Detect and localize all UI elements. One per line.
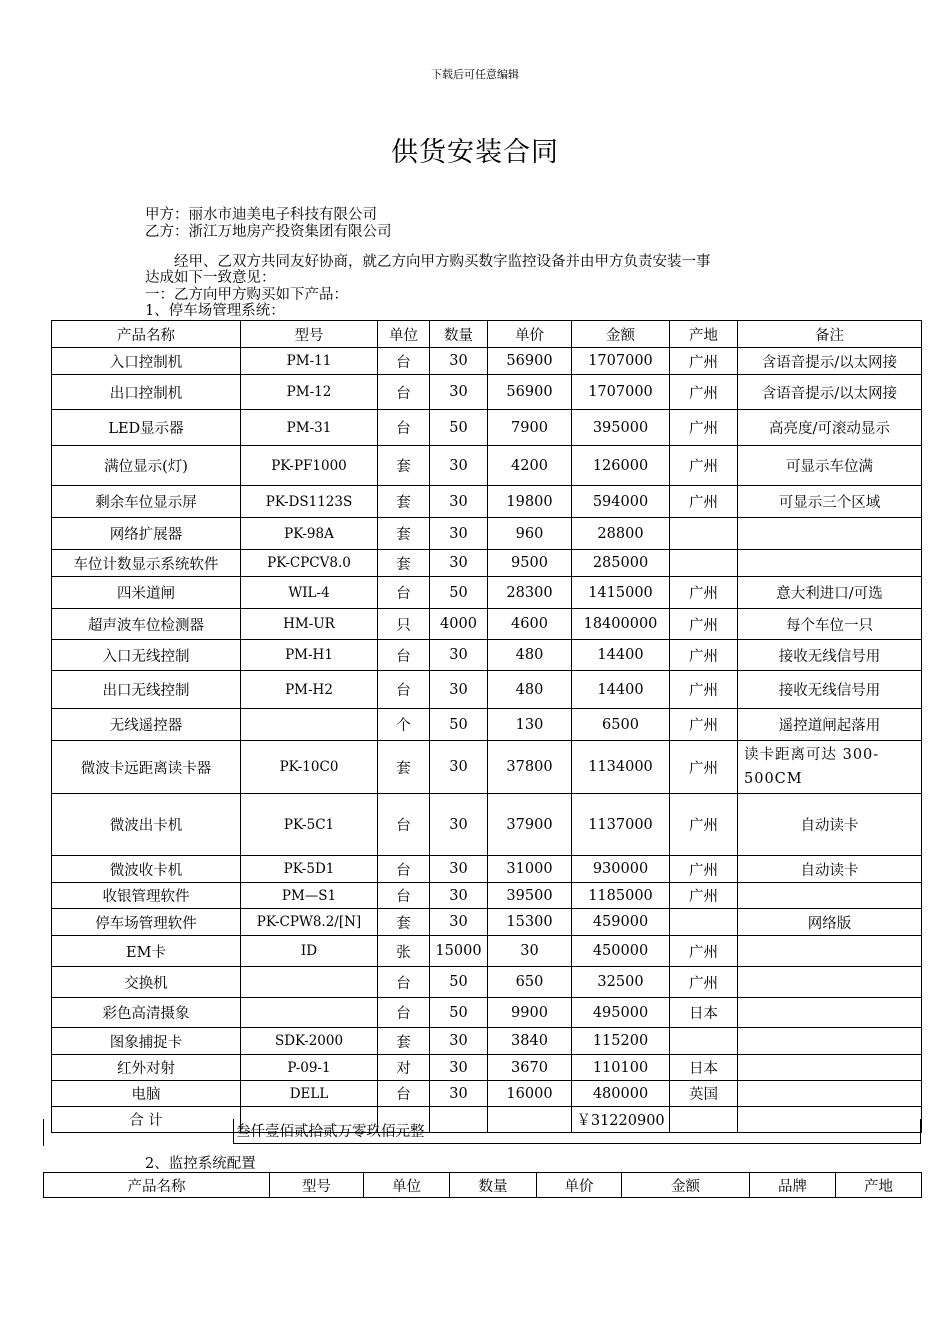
table1-cell: 广州 (670, 741, 738, 794)
table1-cell: 广州 (670, 577, 738, 609)
table1-cell: 56900 (488, 348, 572, 375)
table1-cell (738, 936, 922, 967)
table1-cell: 16000 (488, 1081, 572, 1107)
table1-cell: 3840 (488, 1028, 572, 1055)
table1-cell: 30 (430, 550, 488, 577)
table1-cell (670, 1028, 738, 1055)
table1-cell: 30 (430, 883, 488, 909)
table-row (52, 640, 922, 671)
table1-cell: 接收无线信号用 (738, 640, 922, 671)
table1-cell: 30 (430, 671, 488, 709)
table1-cell: 50 (430, 967, 488, 998)
table1-cell: 高亮度/可滚动显示 (738, 410, 922, 446)
table1-header-cell: 产地 (670, 321, 738, 348)
table-row (52, 550, 922, 577)
table1-cell: 广州 (670, 375, 738, 410)
table1-cell: P-09-1 (241, 1055, 378, 1081)
table1-header-cell: 单价 (488, 321, 572, 348)
table1-cell: 剩余车位显示屏 (52, 486, 241, 518)
table-row (52, 375, 922, 410)
table1-cell: 28800 (572, 518, 670, 550)
table1-cell: 1707000 (572, 348, 670, 375)
table1-cell: 个 (378, 709, 430, 741)
table-row (52, 909, 922, 936)
table2-header-cell: 产地 (836, 1173, 922, 1198)
table1-cell: SDK-2000 (241, 1028, 378, 1055)
table1-cell: PK-10C0 (241, 741, 378, 794)
table1-cell: 含语音提示/以太网接 (738, 348, 922, 375)
table1-cell: EM卡 (52, 936, 241, 967)
table1-cell: 可显示三个区域 (738, 486, 922, 518)
table1-cell: 广州 (670, 410, 738, 446)
table-row (52, 741, 922, 794)
parking-system-table (51, 320, 922, 1133)
table1-cell: 含语音提示/以太网接 (738, 375, 922, 410)
table1-cell: 只 (378, 609, 430, 640)
table1-cell: 6500 (572, 709, 670, 741)
table1-cell: 30 (430, 1055, 488, 1081)
table1-cell: 30 (430, 486, 488, 518)
total-value: ￥31220900 (572, 1107, 670, 1133)
table1-cell: PM-31 (241, 410, 378, 446)
table1-cell: 套 (378, 550, 430, 577)
table1-cell: 480 (488, 671, 572, 709)
table1-cell: 4200 (488, 446, 572, 486)
table1-cell: 1137000 (572, 794, 670, 856)
table1-cell: 入口控制机 (52, 348, 241, 375)
table1-cell: 交换机 (52, 967, 241, 998)
table1-cell: 广州 (670, 348, 738, 375)
table-row (52, 709, 922, 741)
table1-header-cell: 金额 (572, 321, 670, 348)
table1-cell: 30 (430, 909, 488, 936)
table1-cell: 30 (430, 741, 488, 794)
table2-header-cell: 单价 (537, 1173, 622, 1198)
table2-header-cell: 金额 (622, 1173, 750, 1198)
table1-cell: 微波收卡机 (52, 856, 241, 883)
table-row (52, 348, 922, 375)
table1-cell: 广州 (670, 883, 738, 909)
party-b: 乙方：浙江万地房产投资集团有限公司 (145, 224, 392, 240)
table1-cell: PK-5D1 (241, 856, 378, 883)
table1-cell: 日本 (670, 1055, 738, 1081)
table1-cell: 30 (430, 856, 488, 883)
table1-cell (738, 883, 922, 909)
table1-cell: HM-UR (241, 609, 378, 640)
table1-cell (241, 998, 378, 1028)
table1-cell: 遥控道闸起落用 (738, 709, 922, 741)
table1-cell: 30 (430, 518, 488, 550)
table1-cell: PM-H2 (241, 671, 378, 709)
table1-cell: 960 (488, 518, 572, 550)
table1-cell: 红外对射 (52, 1055, 241, 1081)
table1-cell: 广州 (670, 640, 738, 671)
table1-cell: 网络版 (738, 909, 922, 936)
table-row (52, 1028, 922, 1055)
table1-cell: 无线遥控器 (52, 709, 241, 741)
table1-cell: 28300 (488, 577, 572, 609)
table1-cell: LED显示器 (52, 410, 241, 446)
table-row (52, 856, 922, 883)
table1-cell: 套 (378, 909, 430, 936)
table2-header-cell: 型号 (270, 1173, 364, 1198)
table1-cell (670, 550, 738, 577)
table1-cell: PK-5C1 (241, 794, 378, 856)
table1-cell: 套 (378, 486, 430, 518)
clause-1: 一：乙方向甲方购买如下产品： (145, 287, 348, 303)
table1-cell: 停车场管理软件 (52, 909, 241, 936)
table1-cell: 395000 (572, 410, 670, 446)
table1-cell: 广州 (670, 709, 738, 741)
top-note: 下载后可任意编辑 (431, 68, 519, 81)
table1-cell: 15000 (430, 936, 488, 967)
table1-cell: 超声波车位检测器 (52, 609, 241, 640)
table1-header-cell: 产品名称 (52, 321, 241, 348)
table2-header-cell: 产品名称 (44, 1173, 270, 1198)
table1-cell: 50 (430, 998, 488, 1028)
table1-cell: 14400 (572, 640, 670, 671)
table1-cell: PK-PF1000 (241, 446, 378, 486)
table1-cell: 37800 (488, 741, 572, 794)
table1-cell: 满位显示(灯) (52, 446, 241, 486)
table1-cell: 意大利进口/可选 (738, 577, 922, 609)
table1-cell: 480 (488, 640, 572, 671)
table1-cell: 30 (430, 1028, 488, 1055)
table1-cell: 1415000 (572, 577, 670, 609)
table1-cell: 入口无线控制 (52, 640, 241, 671)
table-row (52, 486, 922, 518)
total-in-words: 叁仟壹佰贰拾贰万零玖佰元整 (233, 1119, 921, 1144)
table1-cell: 张 (378, 936, 430, 967)
table1-cell: 彩色高清摄象 (52, 998, 241, 1028)
table1-cell: 19800 (488, 486, 572, 518)
table1-cell (241, 709, 378, 741)
table-row (52, 609, 922, 640)
section-2-title: 2、监控系统配置 (145, 1156, 256, 1172)
table1-cell (738, 967, 922, 998)
table1-header-cell: 数量 (430, 321, 488, 348)
table1-cell: 每个车位一只 (738, 609, 922, 640)
table1-cell: 车位计数显示系统软件 (52, 550, 241, 577)
table1-cell: 30 (430, 375, 488, 410)
table-row (52, 410, 922, 446)
table1-cell: PK-CPW8.2/[N] (241, 909, 378, 936)
section-1-title: 1、停车场管理系统： (145, 303, 285, 319)
table1-cell: 自动读卡 (738, 794, 922, 856)
table1-cell (241, 967, 378, 998)
table1-cell: 594000 (572, 486, 670, 518)
table1-cell: 32500 (572, 967, 670, 998)
table1-cell: 9900 (488, 998, 572, 1028)
table1-cell: 收银管理软件 (52, 883, 241, 909)
table-row (52, 794, 922, 856)
table1-cell: 39500 (488, 883, 572, 909)
table-row (52, 967, 922, 998)
intro-line-2: 达成如下一致意见： (145, 270, 276, 286)
table1-cell: 台 (378, 883, 430, 909)
table1-cell: 4600 (488, 609, 572, 640)
table1-cell: 四米道闸 (52, 577, 241, 609)
table1-cell: PM-12 (241, 375, 378, 410)
table1-cell: 对 (378, 1055, 430, 1081)
table1-cell: 英国 (670, 1081, 738, 1107)
table1-cell (738, 1081, 922, 1107)
table1-cell: 台 (378, 577, 430, 609)
table1-cell: 495000 (572, 998, 670, 1028)
table1-cell: 459000 (572, 909, 670, 936)
table1-cell: 480000 (572, 1081, 670, 1107)
table1-cell: 50 (430, 410, 488, 446)
table1-cell: PK-DS1123S (241, 486, 378, 518)
table1-header-cell: 备注 (738, 321, 922, 348)
table-row (52, 518, 922, 550)
table1-cell: 广州 (670, 671, 738, 709)
table1-cell: 30 (430, 446, 488, 486)
table1-cell: 套 (378, 1028, 430, 1055)
document-title: 供货安装合同 (391, 137, 559, 168)
table1-cell: 14400 (572, 671, 670, 709)
table-row (52, 577, 922, 609)
table1-cell (738, 998, 922, 1028)
table1-cell: 套 (378, 741, 430, 794)
table2-header-cell: 单位 (364, 1173, 450, 1198)
table1-cell: 网络扩展器 (52, 518, 241, 550)
table-row (52, 998, 922, 1028)
table1-cell: ID (241, 936, 378, 967)
table1-cell: 台 (378, 348, 430, 375)
table1-cell: 广州 (670, 967, 738, 998)
table1-cell: PM-11 (241, 348, 378, 375)
table1-cell: 台 (378, 640, 430, 671)
table1-cell: 50 (430, 577, 488, 609)
table-row (52, 883, 922, 909)
table1-cell (738, 550, 922, 577)
table1-cell: 30 (488, 936, 572, 967)
table1-cell: PK-98A (241, 518, 378, 550)
table1-cell: 115200 (572, 1028, 670, 1055)
table1-cell: 30 (430, 794, 488, 856)
table1-cell: 出口控制机 (52, 375, 241, 410)
table-row (52, 671, 922, 709)
table1-cell: 650 (488, 967, 572, 998)
table1-cell: 台 (378, 967, 430, 998)
table1-cell: 450000 (572, 936, 670, 967)
table1-cell: 自动读卡 (738, 856, 922, 883)
table-row (52, 1081, 922, 1107)
table1-cell: 台 (378, 998, 430, 1028)
table1-cell: 广州 (670, 486, 738, 518)
table1-cell: 130 (488, 709, 572, 741)
table1-cell: PM—S1 (241, 883, 378, 909)
table2-header-cell: 数量 (450, 1173, 537, 1198)
table1-cell: 50 (430, 709, 488, 741)
table1-cell (738, 1028, 922, 1055)
table1-cell: 7900 (488, 410, 572, 446)
table1-cell: PK-CPCV8.0 (241, 550, 378, 577)
table1-cell: 285000 (572, 550, 670, 577)
table1-cell: 套 (378, 518, 430, 550)
table1-cell: 126000 (572, 446, 670, 486)
table1-cell: WIL-4 (241, 577, 378, 609)
table1-cell: DELL (241, 1081, 378, 1107)
table-row (52, 446, 922, 486)
table-row (52, 1055, 922, 1081)
table1-cell: 15300 (488, 909, 572, 936)
table-row (52, 936, 922, 967)
table1-cell: 台 (378, 1081, 430, 1107)
table1-cell: 56900 (488, 375, 572, 410)
table1-cell: 31000 (488, 856, 572, 883)
table1-cell: 台 (378, 794, 430, 856)
table1-cell: 30 (430, 348, 488, 375)
table1-cell: 微波出卡机 (52, 794, 241, 856)
table1-cell: 1185000 (572, 883, 670, 909)
table1-cell: 30 (430, 1081, 488, 1107)
table1-cell (738, 1055, 922, 1081)
monitoring-system-table (43, 1172, 922, 1198)
table1-cell: 18400000 (572, 609, 670, 640)
table1-cell: 台 (378, 375, 430, 410)
table1-cell: 台 (378, 856, 430, 883)
table1-cell: 930000 (572, 856, 670, 883)
table1-cell: 广州 (670, 936, 738, 967)
table1-cell: 4000 (430, 609, 488, 640)
table1-cell: 电脑 (52, 1081, 241, 1107)
table1-cell: 广州 (670, 794, 738, 856)
table1-cell: 微波卡远距离读卡器 (52, 741, 241, 794)
table1-header-cell: 单位 (378, 321, 430, 348)
table1-cell: 1707000 (572, 375, 670, 410)
table1-cell: 37900 (488, 794, 572, 856)
table1-cell: 出口无线控制 (52, 671, 241, 709)
table1-header-cell: 型号 (241, 321, 378, 348)
table1-cell: 读卡距离可达 300-500CM (738, 741, 922, 794)
table1-cell: 台 (378, 671, 430, 709)
intro-line-1: 经甲、乙双方共同友好协商，就乙方向甲方购买数字监控设备并由甲方负责安装一事 (145, 254, 711, 270)
total-in-words-row (43, 1119, 921, 1145)
table1-cell (738, 518, 922, 550)
table1-cell (670, 909, 738, 936)
table1-cell: 日本 (670, 998, 738, 1028)
table2-header-cell: 品牌 (750, 1173, 836, 1198)
table1-cell: 接收无线信号用 (738, 671, 922, 709)
table1-cell: 3670 (488, 1055, 572, 1081)
table1-cell: 套 (378, 446, 430, 486)
total-label: 合 计 (52, 1107, 241, 1133)
party-a: 甲方：丽水市迪美电子科技有限公司 (145, 207, 377, 223)
table1-cell (670, 518, 738, 550)
table1-cell: 广州 (670, 856, 738, 883)
table1-cell: 广州 (670, 609, 738, 640)
table1-cell: 110100 (572, 1055, 670, 1081)
table1-cell: 广州 (670, 446, 738, 486)
table1-cell: 9500 (488, 550, 572, 577)
table1-cell: 可显示车位满 (738, 446, 922, 486)
table1-cell: 1134000 (572, 741, 670, 794)
table1-cell: 图象捕捉卡 (52, 1028, 241, 1055)
table1-cell: 台 (378, 410, 430, 446)
table1-cell: 30 (430, 640, 488, 671)
table1-cell: PM-H1 (241, 640, 378, 671)
